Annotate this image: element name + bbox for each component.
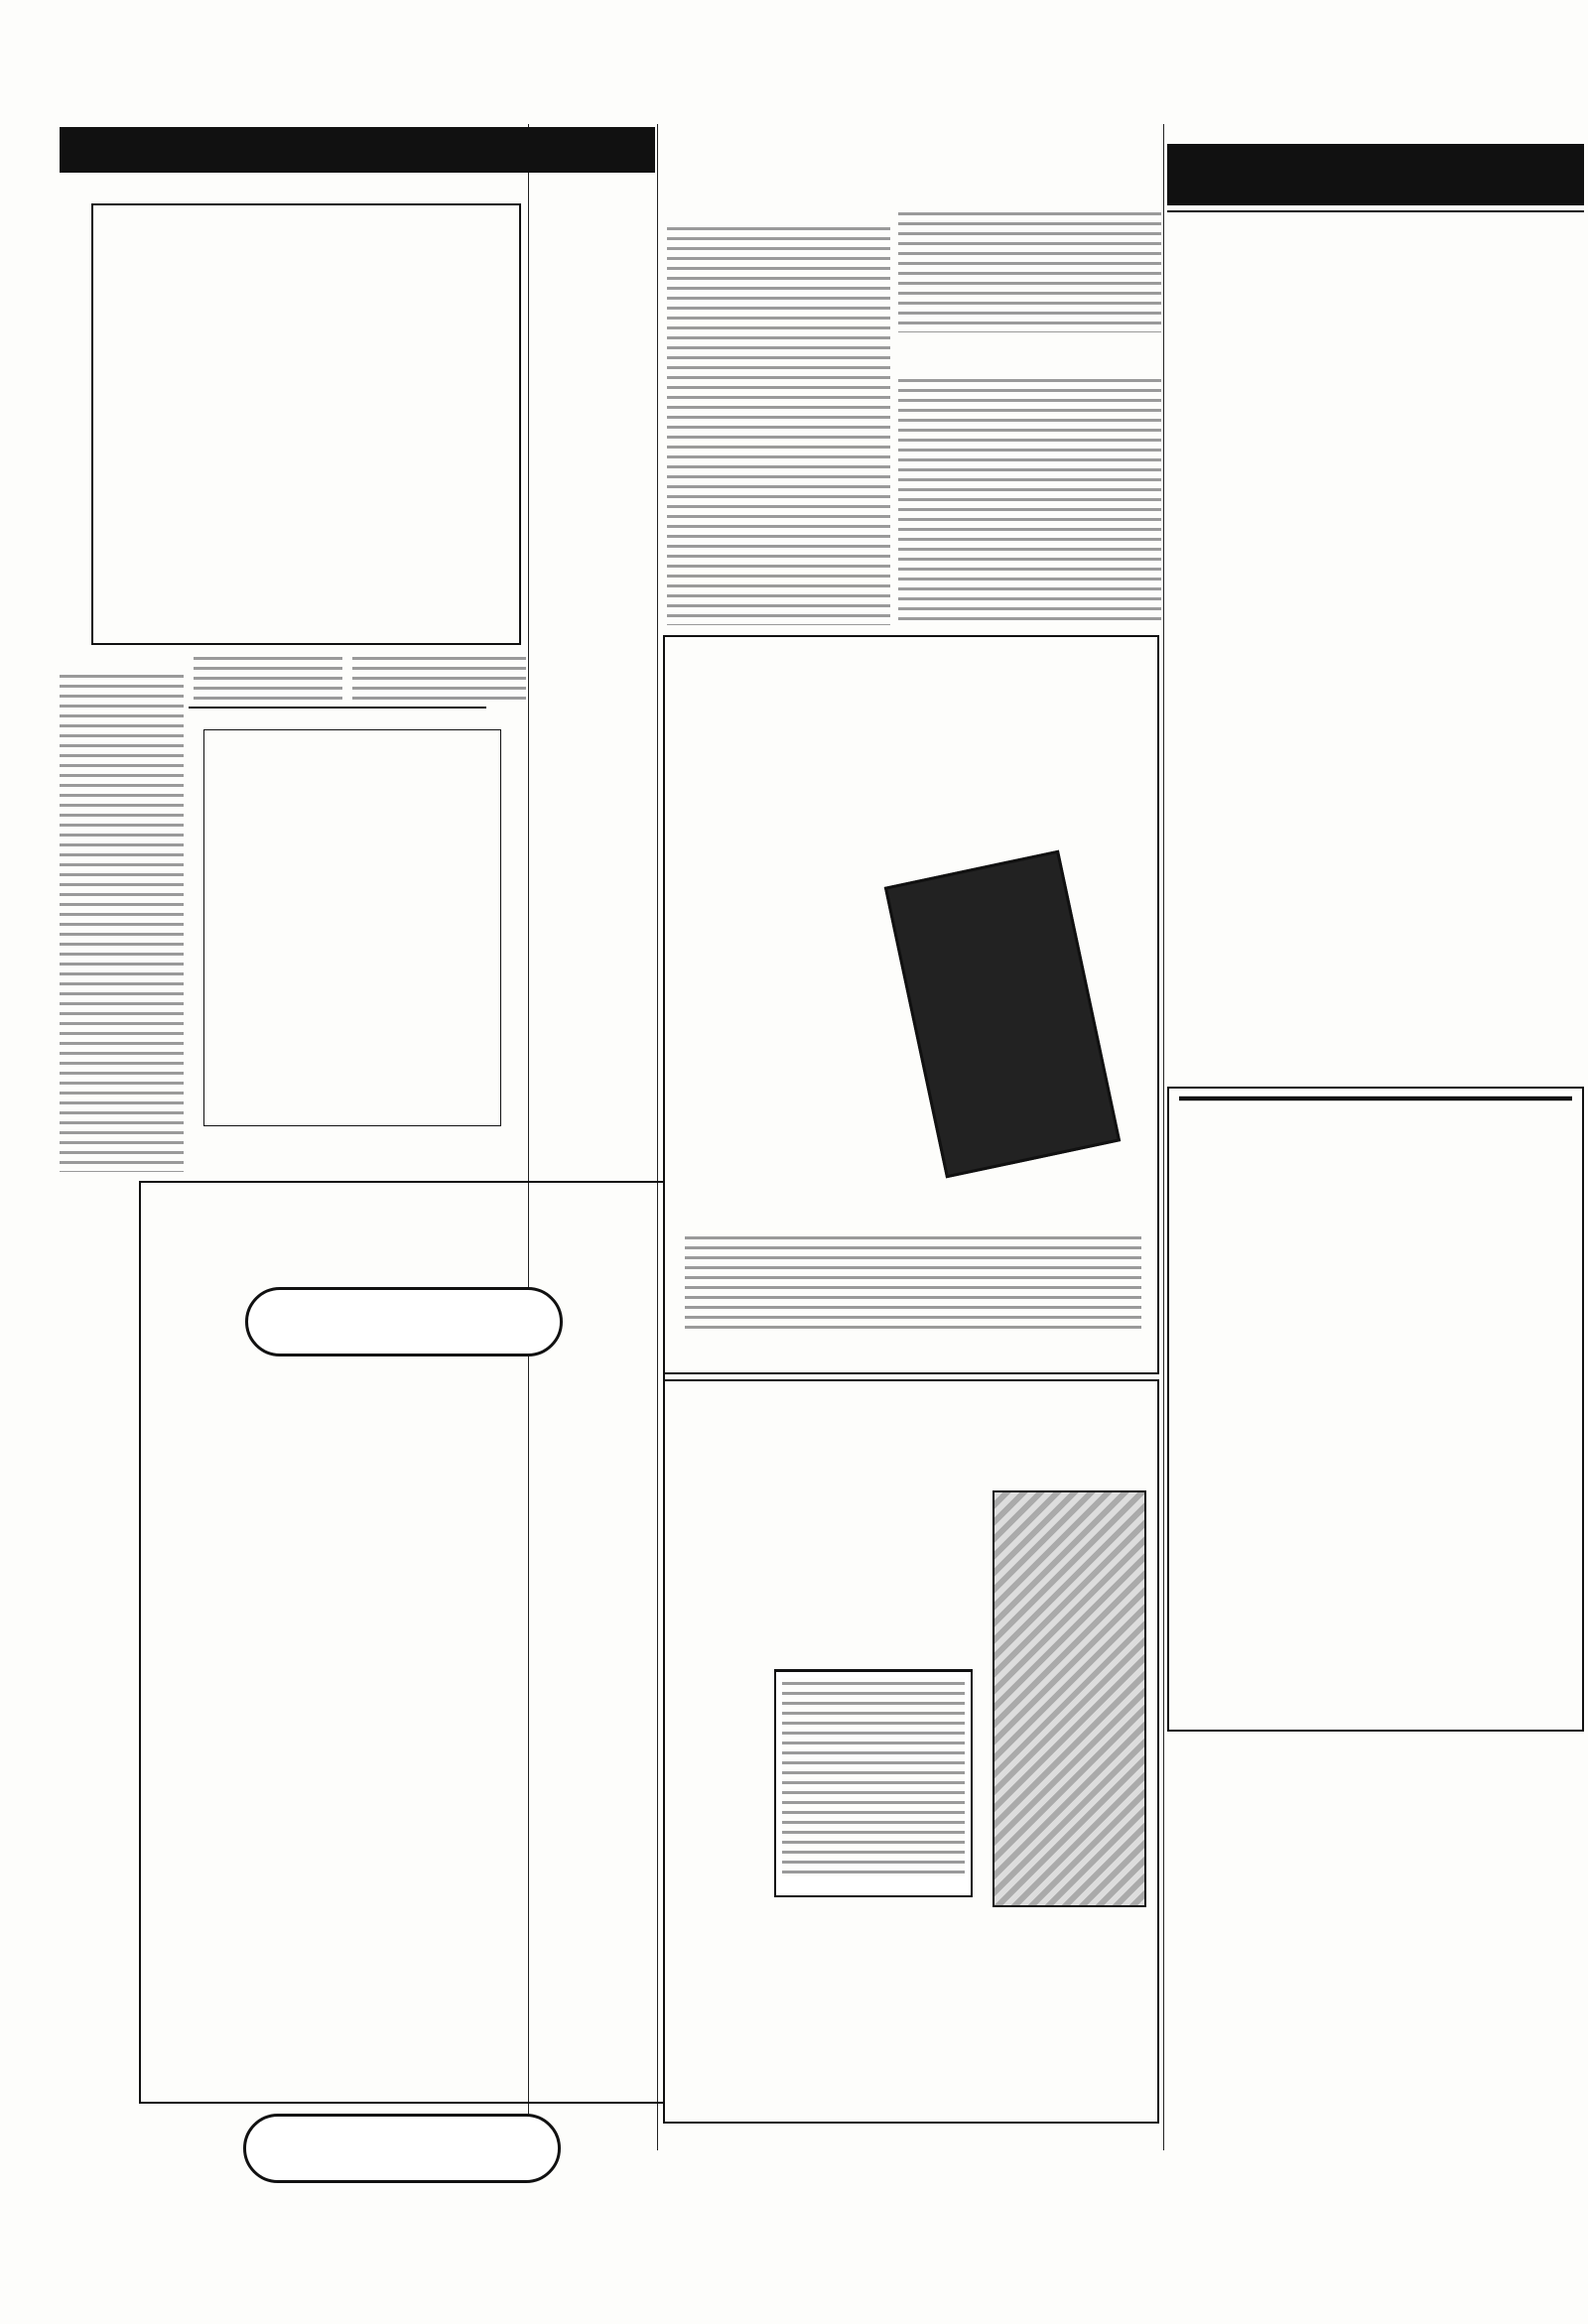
book-line — [896, 892, 1065, 928]
book-line — [896, 892, 1065, 928]
thesavros-ad — [139, 1181, 665, 2104]
kapne-banner — [1167, 144, 1584, 205]
lexikon-slogan — [722, 1048, 867, 1079]
price-list-heading — [776, 1671, 971, 1672]
program-heading — [1167, 208, 1584, 212]
clues-text — [352, 653, 526, 703]
book-line — [894, 882, 1063, 918]
thesavros-logo — [245, 1287, 563, 1356]
book-line — [894, 882, 1063, 918]
dictionary-book-illustration — [884, 850, 1121, 1179]
thesavros-logo-bottom — [243, 2114, 561, 2183]
crossword-title — [60, 127, 655, 173]
article-text — [898, 208, 1161, 332]
lexikon-ad — [663, 635, 1159, 1374]
clues-text — [194, 653, 342, 703]
danger-banner — [1179, 1097, 1572, 1100]
column-rule — [1163, 124, 1164, 2150]
truck-illustration — [992, 1490, 1146, 1907]
article-text — [898, 375, 1161, 625]
zepoulma-ad — [663, 1379, 1159, 2124]
boite-ad — [1167, 1087, 1584, 1732]
crossword-grid — [91, 203, 521, 645]
article-text — [667, 223, 890, 625]
previous-solution-grid — [203, 729, 501, 1126]
price-list — [774, 1669, 973, 1897]
book-line — [894, 882, 1063, 918]
previous-solution-title — [189, 707, 486, 710]
price-list-lines — [782, 1678, 965, 1876]
clues-text — [60, 671, 184, 1172]
lexikon-body-text — [685, 1232, 1141, 1332]
